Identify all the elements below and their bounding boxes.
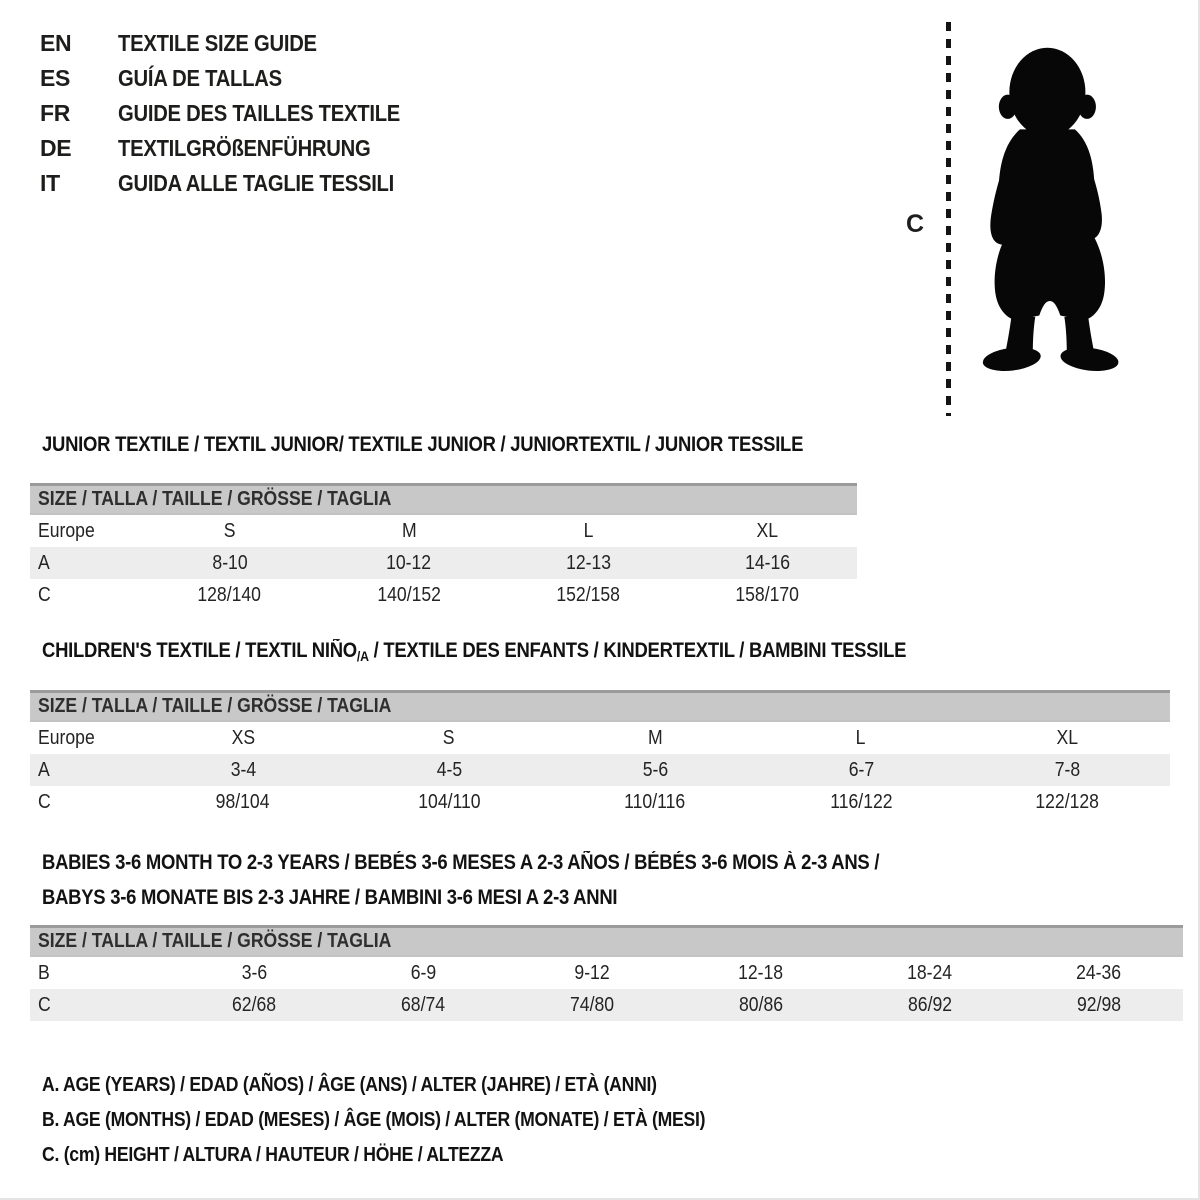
legend (42, 1068, 796, 1173)
row-label: C (38, 584, 51, 606)
children-size-table (30, 690, 1170, 818)
table-cell: 3-4 (230, 759, 256, 781)
table-cell: 6-9 (410, 962, 436, 984)
language-title: TEXTILE SIZE GUIDE (118, 30, 317, 56)
language-code: IT (40, 170, 60, 196)
size-header-label: SIZE / TALLA / TAILLE / GRÖSSE / TAGLIA (38, 695, 392, 717)
table-cell: 3-6 (241, 962, 268, 984)
table-row (30, 786, 1170, 818)
table-cell: M (647, 727, 663, 749)
table-cell: XS (231, 727, 255, 749)
table-cell: 12-18 (738, 962, 784, 984)
table-row (30, 722, 1170, 754)
babies-size-table (30, 925, 1183, 1021)
legend-line-b: B. AGE (MONTHS) / EDAD (MESES) / ÂGE (MOIS) / ALTER (MONATE) / ETÀ (MESI) (42, 1109, 706, 1131)
table-cell: 116/122 (829, 791, 893, 813)
language-row (40, 131, 439, 166)
table-row (30, 754, 1170, 786)
row-label: B (38, 962, 50, 984)
table-cell: 140/152 (377, 584, 441, 606)
language-title: GUIDE DES TAILLES TEXTILE (118, 100, 401, 126)
table-row (30, 989, 1183, 1021)
language-row (40, 26, 439, 61)
legend-line-a: A. AGE (YEARS) / EDAD (AÑOS) / ÂGE (ANS) / ALTER (JAHRE) / ETÀ (ANNI) (42, 1074, 657, 1096)
table-cell: 122/128 (1035, 791, 1099, 813)
table-row (30, 547, 857, 579)
table-cell: 6-7 (848, 759, 874, 781)
table-cell: 24-36 (1076, 962, 1122, 984)
table-cell: 158/170 (735, 584, 800, 606)
table-cell: 110/116 (624, 791, 686, 813)
children-section-title: CHILDREN'S TEXTILE / TEXTIL $NIÑO_{/A}$ / TEXTILE DES ENFANTS / KINDERTEXTIL / BAMBINI TESSILE (42, 639, 907, 664)
row-label: Europe (38, 520, 95, 542)
table-cell: M (401, 520, 417, 542)
babies-title-line2: BABYS 3-6 MONATE BIS 2-3 JAHRE / BAMBINI 3-6 MESI A 2-3 ANNI (42, 886, 618, 909)
table-cell: 7-8 (1054, 759, 1080, 781)
row-label: A (38, 552, 50, 574)
table-row (30, 515, 857, 547)
table-cell: 12-13 (565, 552, 611, 574)
table-cell: 9-12 (574, 962, 610, 984)
language-code: EN (40, 30, 72, 56)
table-cell: 14-16 (744, 552, 790, 574)
table-cell: 62/68 (232, 994, 277, 1016)
measure-label-c: C (906, 210, 925, 238)
language-code: DE (40, 135, 72, 161)
table-cell: L (583, 520, 594, 542)
table-cell: 10-12 (386, 552, 432, 574)
table-cell: 68/74 (401, 994, 446, 1016)
row-label: A (38, 759, 50, 781)
table-cell: XL (756, 520, 779, 542)
dashed-measure-line (946, 22, 951, 416)
table-row (30, 957, 1183, 989)
table-cell: 74/80 (570, 994, 615, 1016)
language-title: GUIDA ALLE TAGLIE TESSILI (118, 170, 395, 196)
table-cell: 4-5 (436, 759, 462, 781)
babies-section-title (42, 845, 993, 915)
table-cell: S (443, 727, 455, 749)
junior-size-table (30, 483, 857, 611)
size-header-label: SIZE / TALLA / TAILLE / GRÖSSE / TAGLIA (38, 488, 392, 510)
table-cell: 8-10 (212, 552, 248, 574)
size-header (30, 690, 1170, 722)
language-list (40, 26, 439, 201)
table-cell: 18-24 (907, 962, 953, 984)
language-row (40, 61, 439, 96)
size-header (30, 483, 857, 515)
size-header-label: SIZE / TALLA / TAILLE / GRÖSSE / TAGLIA (38, 930, 392, 952)
toddler-silhouette-icon (960, 14, 1138, 418)
size-header (30, 925, 1183, 957)
language-title: TEXTILGRÖßENFÜHRUNG (118, 135, 371, 161)
table-cell: 86/92 (907, 994, 952, 1016)
table-cell: 5-6 (642, 759, 668, 781)
table-cell: 92/98 (1076, 994, 1121, 1016)
babies-title-line1: BABIES 3-6 MONTH TO 2-3 YEARS / BEBÉS 3-6 MESES A 2-3 AÑOS / BÉBÉS 3-6 MOIS À 2-3 ANS / (42, 851, 880, 874)
table-cell: 128/140 (197, 584, 262, 606)
table-cell: XL (1056, 727, 1078, 749)
row-label: Europe (38, 727, 95, 749)
table-cell: 98/104 (216, 791, 270, 813)
row-label: C (38, 994, 51, 1016)
language-code: FR (40, 100, 71, 126)
table-cell: 80/86 (738, 994, 783, 1016)
language-title: GUÍA DE TALLAS (118, 65, 282, 91)
row-label: C (38, 791, 51, 813)
table-row (30, 579, 857, 611)
table-cell: L (856, 727, 866, 749)
language-code: ES (40, 65, 71, 91)
language-row (40, 166, 439, 201)
table-cell: 104/110 (417, 791, 481, 813)
table-cell: 152/158 (556, 584, 620, 606)
legend-line-c: C. (cm) HEIGHT / ALTURA / HAUTEUR / HÖHE / ALTEZZA (42, 1144, 504, 1166)
junior-section-title: JUNIOR TEXTILE / TEXTIL JUNIOR/ TEXTILE JUNIOR / JUNIORTEXTIL / JUNIOR TESSILE (42, 433, 804, 456)
table-cell: S (223, 520, 236, 542)
language-row (40, 96, 439, 131)
